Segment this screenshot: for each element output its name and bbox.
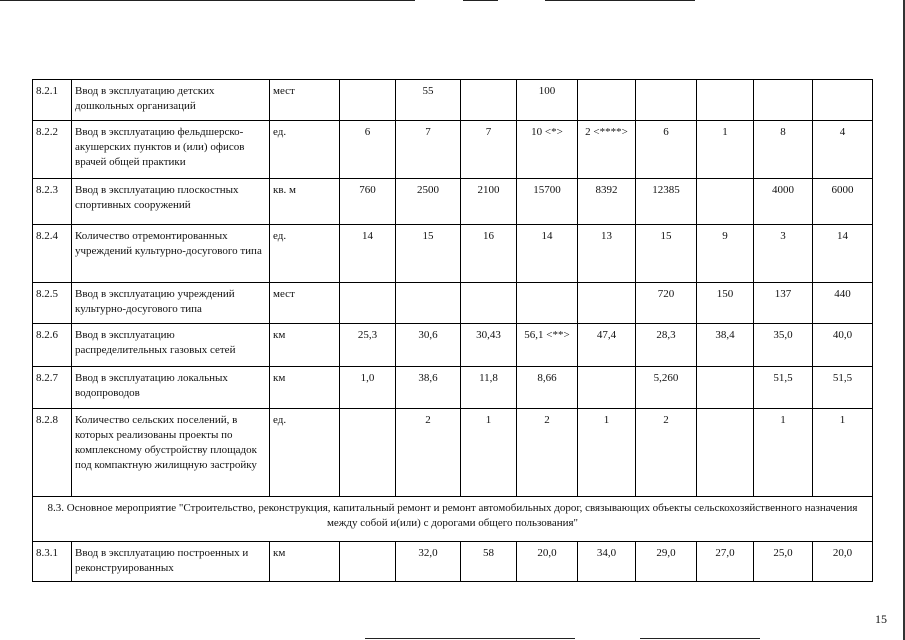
value-cell: 6	[636, 121, 697, 179]
value-cell: 1,0	[340, 367, 396, 409]
value-cell: 35,0	[754, 324, 813, 367]
value-cell: 14	[517, 225, 578, 283]
value-cell: 15700	[517, 179, 578, 225]
value-cell	[697, 367, 754, 409]
value-cell: 13	[578, 225, 636, 283]
value-cell: 27,0	[697, 542, 754, 582]
table-row	[33, 80, 873, 121]
value-cell: 51,5	[754, 367, 813, 409]
indicator-name: Ввод в эксплуатацию плоскостных спортивных сооружений	[72, 179, 270, 225]
row-number: 8.2.7	[33, 367, 72, 409]
value-cell: 8392	[578, 179, 636, 225]
table-row	[33, 179, 873, 225]
scan-line-bottom-left	[365, 638, 575, 639]
value-cell: 14	[340, 225, 396, 283]
unit-cell: ед.	[270, 225, 340, 283]
table-row	[33, 225, 873, 283]
section-heading-8-3: 8.3. Основное мероприятие "Строительство, реконструкция, капитальный ремонт и ремонт автомобильных дорог, связывающих объекты сельскохозяйственного назначения между собой и(или) с дорогами общего пользования"	[33, 497, 873, 542]
value-cell: 55	[396, 80, 461, 121]
value-cell: 16	[461, 225, 517, 283]
value-cell: 20,0	[517, 542, 578, 582]
value-cell	[340, 283, 396, 324]
value-cell: 7	[461, 121, 517, 179]
unit-cell: км	[270, 367, 340, 409]
indicator-name: Количество сельских поселений, в которых реализованы проекты по комплексному обустройству площадок под компактную жилищную застройку	[72, 409, 270, 497]
value-cell	[340, 409, 396, 497]
value-cell: 5,260	[636, 367, 697, 409]
value-cell: 1	[754, 409, 813, 497]
indicator-name: Ввод в эксплуатацию локальных водопроводов	[72, 367, 270, 409]
value-cell	[517, 283, 578, 324]
value-cell: 47,4	[578, 324, 636, 367]
value-cell	[396, 283, 461, 324]
row-number: 8.2.5	[33, 283, 72, 324]
scan-line-bottom-right	[640, 638, 760, 639]
value-cell: 2	[636, 409, 697, 497]
value-cell: 7	[396, 121, 461, 179]
value-cell	[697, 179, 754, 225]
value-cell: 30,43	[461, 324, 517, 367]
value-cell: 15	[396, 225, 461, 283]
indicator-name: Ввод в эксплуатацию детских дошкольных организаций	[72, 80, 270, 121]
indicators-table	[32, 79, 873, 582]
value-cell: 1	[697, 121, 754, 179]
value-cell: 28,3	[636, 324, 697, 367]
unit-cell: км	[270, 542, 340, 582]
row-number: 8.2.1	[33, 80, 72, 121]
value-cell: 38,4	[697, 324, 754, 367]
scan-line-top-left	[0, 0, 415, 1]
table-row	[33, 283, 873, 324]
value-cell: 14	[813, 225, 873, 283]
value-cell: 12385	[636, 179, 697, 225]
value-cell: 51,5	[813, 367, 873, 409]
row-number: 8.2.2	[33, 121, 72, 179]
value-cell: 6000	[813, 179, 873, 225]
value-cell: 15	[636, 225, 697, 283]
table-row	[33, 367, 873, 409]
value-cell: 1	[813, 409, 873, 497]
value-cell: 2 <****>	[578, 121, 636, 179]
value-cell: 2500	[396, 179, 461, 225]
row-number: 8.3.1	[33, 542, 72, 582]
value-cell	[636, 80, 697, 121]
value-cell: 38,6	[396, 367, 461, 409]
value-cell: 40,0	[813, 324, 873, 367]
indicator-name: Ввод в эксплуатацию фельдшерско-акушерских пунктов и (или) офисов врачей общей практики	[72, 121, 270, 179]
indicator-name: Ввод в эксплуатацию построенных и реконструированных	[72, 542, 270, 582]
value-cell	[461, 283, 517, 324]
value-cell: 2100	[461, 179, 517, 225]
value-cell: 2	[517, 409, 578, 497]
section-header-row	[33, 497, 873, 542]
value-cell: 720	[636, 283, 697, 324]
value-cell: 6	[340, 121, 396, 179]
value-cell: 3	[754, 225, 813, 283]
table-row	[33, 324, 873, 367]
value-cell: 32,0	[396, 542, 461, 582]
value-cell: 440	[813, 283, 873, 324]
value-cell	[578, 283, 636, 324]
value-cell: 760	[340, 179, 396, 225]
value-cell	[754, 80, 813, 121]
value-cell: 137	[754, 283, 813, 324]
page-number: 15	[875, 612, 887, 626]
value-cell	[578, 80, 636, 121]
value-cell	[340, 542, 396, 582]
value-cell: 20,0	[813, 542, 873, 582]
scan-line-top-right	[545, 0, 695, 1]
indicator-name: Ввод в эксплуатацию учреждений культурно-досугового типа	[72, 283, 270, 324]
value-cell	[461, 80, 517, 121]
table-row	[33, 409, 873, 497]
value-cell: 10 <*>	[517, 121, 578, 179]
unit-cell: ед.	[270, 121, 340, 179]
value-cell: 58	[461, 542, 517, 582]
unit-cell: кв. м	[270, 179, 340, 225]
value-cell: 29,0	[636, 542, 697, 582]
table-row	[33, 121, 873, 179]
row-number: 8.2.8	[33, 409, 72, 497]
unit-cell: км	[270, 324, 340, 367]
value-cell: 8	[754, 121, 813, 179]
value-cell: 1	[578, 409, 636, 497]
unit-cell: мест	[270, 283, 340, 324]
table-row	[33, 542, 873, 582]
value-cell	[697, 80, 754, 121]
value-cell: 8,66	[517, 367, 578, 409]
value-cell: 1	[461, 409, 517, 497]
value-cell: 4	[813, 121, 873, 179]
value-cell: 4000	[754, 179, 813, 225]
value-cell	[697, 409, 754, 497]
value-cell: 25,3	[340, 324, 396, 367]
value-cell	[340, 80, 396, 121]
value-cell	[578, 367, 636, 409]
scan-line-top-mid	[463, 0, 498, 1]
value-cell	[813, 80, 873, 121]
row-number: 8.2.4	[33, 225, 72, 283]
value-cell: 9	[697, 225, 754, 283]
value-cell: 100	[517, 80, 578, 121]
value-cell: 25,0	[754, 542, 813, 582]
indicator-name: Количество отремонтированных учреждений культурно-досугового типа	[72, 225, 270, 283]
value-cell: 2	[396, 409, 461, 497]
value-cell: 11,8	[461, 367, 517, 409]
indicator-name: Ввод в эксплуатацию распределительных газовых сетей	[72, 324, 270, 367]
row-number: 8.2.6	[33, 324, 72, 367]
value-cell: 150	[697, 283, 754, 324]
unit-cell: мест	[270, 80, 340, 121]
value-cell: 30,6	[396, 324, 461, 367]
row-number: 8.2.3	[33, 179, 72, 225]
value-cell: 56,1 <**>	[517, 324, 578, 367]
unit-cell: ед.	[270, 409, 340, 497]
value-cell: 34,0	[578, 542, 636, 582]
